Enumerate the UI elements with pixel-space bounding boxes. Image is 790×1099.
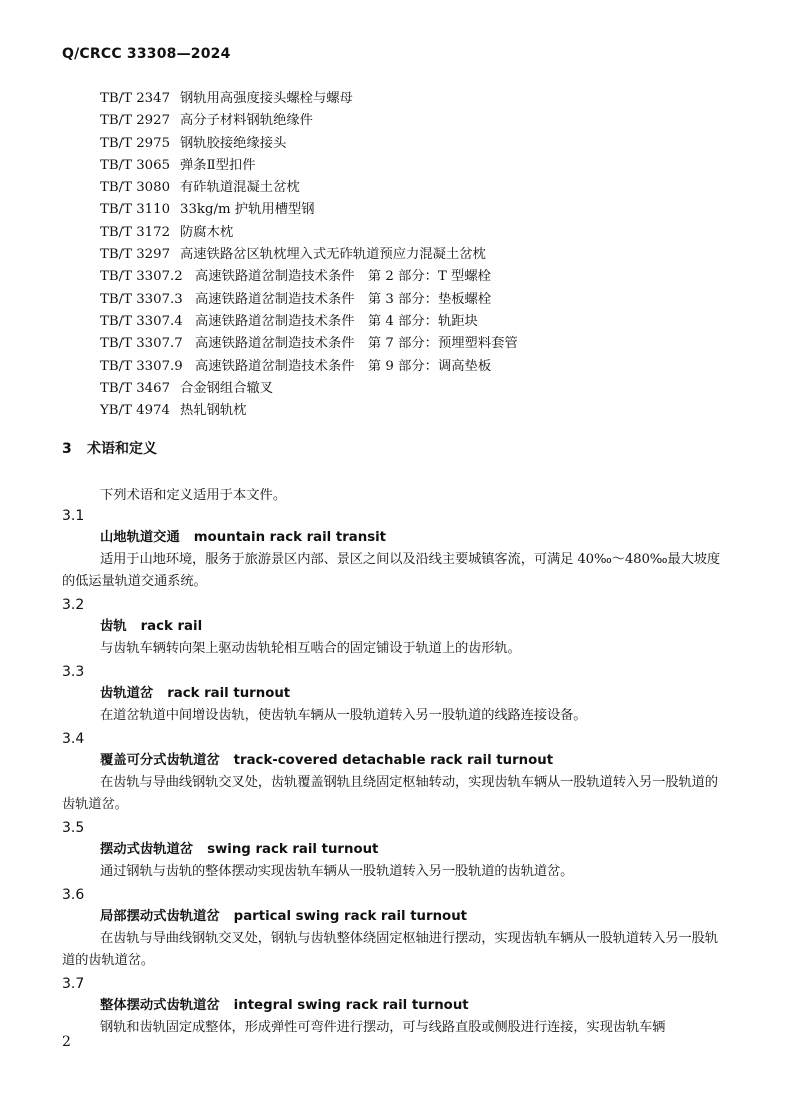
term-definition: 适用于山地环境，服务于旅游景区内部、景区之间以及沿线主要城镇客流，可满足 40‰～480‰最大坡度的低运量轨道交通系统。: [62, 552, 721, 589]
term-number: 3.5: [62, 820, 85, 836]
term-definition: 与齿轨车辆转向架上驱动齿轨轮相互啮合的固定铺设于轨道上的齿形轨。: [100, 641, 521, 656]
reference-title: 高速铁路岔区轨枕埋入式无砟轨道预应力混凝土岔枕: [180, 247, 486, 263]
reference-code: TB/T 3065: [100, 157, 171, 173]
reference-item: [100, 244, 518, 266]
term-english: partical swing rack rail turnout: [233, 909, 468, 924]
term-chinese: 局部摆动式齿轨道岔: [100, 909, 220, 924]
term-heading: [62, 615, 722, 638]
term-english: mountain rack rail transit: [193, 530, 387, 545]
reference-title: 高速铁路道岔制造技术条件 第 9 部分：调高垫板: [195, 358, 492, 374]
term-chinese: 摆动式齿轨道岔: [100, 842, 194, 857]
reference-code: TB/T 3172: [100, 224, 171, 240]
reference-item: [100, 289, 518, 311]
reference-item: [100, 110, 518, 132]
term-number: 3.7: [62, 976, 85, 992]
term-heading: [62, 905, 722, 928]
term-heading: [62, 749, 722, 772]
term-english: integral swing rack rail turnout: [233, 998, 469, 1013]
reference-list: [100, 88, 518, 422]
term-english: swing rack rail turnout: [207, 842, 379, 857]
reference-code: TB/T 2347: [100, 91, 171, 106]
reference-title: 防腐木枕: [180, 224, 234, 240]
reference-item: [100, 155, 518, 177]
reference-item: [100, 266, 518, 288]
reference-code: TB/T 2975: [100, 135, 171, 151]
term-chinese: 齿轨道岔: [100, 686, 154, 701]
reference-code: TB/T 3307.7: [100, 336, 183, 352]
reference-code: TB/T 3307.3: [100, 291, 183, 307]
term-number: 3.2: [62, 597, 85, 613]
term-number: 3.3: [62, 664, 85, 680]
term-chinese: 整体摆动式齿轨道岔: [100, 998, 220, 1013]
reference-item: [100, 333, 518, 355]
reference-title: 钢轨胶接绝缘接头: [180, 135, 287, 151]
reference-code: TB/T 3307.2: [100, 269, 183, 285]
reference-item: [100, 222, 518, 244]
reference-title: 高速铁路道岔制造技术条件 第 3 部分：垫板螺栓: [195, 291, 492, 307]
term-chinese: 覆盖可分式齿轨道岔: [100, 753, 220, 768]
reference-title: 高速铁路道岔制造技术条件 第 4 部分：轨距块: [195, 313, 478, 329]
term-number: 3.1: [62, 508, 85, 524]
term-english: rack rail turnout: [167, 686, 291, 701]
term-heading: [62, 838, 722, 861]
reference-title: 33kg/m 护轨用槽型钢: [180, 202, 315, 218]
section-number: 3: [62, 441, 72, 457]
reference-item: [100, 378, 518, 400]
term-definition: 钢轨和齿轨固定成整体，形成弹性可弯件进行摆动，可与线路直股或侧股进行连接，实现齿轨车辆: [100, 1020, 666, 1035]
section-intro: 下列术语和定义适用于本文件。: [100, 488, 287, 503]
term-chinese: 齿轨: [100, 619, 127, 634]
term-heading: [62, 682, 722, 705]
reference-code: TB/T 3307.4: [100, 313, 183, 329]
reference-title: 合金钢组合辙叉: [180, 380, 274, 396]
reference-item: [100, 311, 518, 333]
section-title: 术语和定义: [87, 441, 157, 457]
reference-item: [100, 177, 518, 199]
reference-title: 钢轨用高强度接头螺栓与螺母: [180, 91, 353, 106]
reference-code: TB/T 3110: [100, 202, 171, 218]
page-number: 2: [62, 1034, 71, 1050]
reference-title: 高速铁路道岔制造技术条件 第 2 部分：T 型螺栓: [195, 269, 491, 285]
reference-item: [100, 88, 518, 110]
reference-code: TB/T 3297: [100, 247, 171, 263]
term-chinese: 山地轨道交通: [100, 530, 180, 545]
term-english: track-covered detachable rack rail turnout: [233, 753, 554, 768]
reference-code: YB/T 4974: [100, 403, 170, 419]
term-definition: 在齿轨与导曲线钢轨交叉处，钢轨与齿轨整体绕固定枢轴进行摆动，实现齿轨车辆从一股轨道转入另一股轨道的齿轨道岔。: [62, 931, 718, 968]
reference-item: [100, 356, 518, 378]
section-heading: [62, 438, 157, 458]
term-definition: 在道岔轨道中间增设齿轨，使齿轨车辆从一股轨道转入另一股轨道的线路连接设备。: [100, 708, 587, 723]
reference-code: TB/T 2927: [100, 113, 171, 129]
reference-title: 高分子材料钢轨绝缘件: [180, 113, 313, 129]
reference-item: [100, 133, 518, 155]
reference-code: TB/T 3467: [100, 380, 171, 396]
term-number: 3.4: [62, 731, 85, 747]
term-number: 3.6: [62, 887, 85, 903]
term-heading: [62, 526, 722, 549]
reference-code: TB/T 3080: [100, 180, 171, 196]
term-english: rack rail: [140, 619, 203, 634]
reference-title: 弹条Ⅱ型扣件: [180, 157, 256, 173]
term-heading: [62, 994, 722, 1017]
reference-item: [100, 400, 518, 422]
term-definition: 在齿轨与导曲线钢轨交叉处，齿轨覆盖钢轨且绕固定枢轴转动，实现齿轨车辆从一股轨道转入另一股轨道的齿轨道岔。: [62, 775, 718, 812]
reference-item: [100, 199, 518, 221]
terms-list: [62, 506, 722, 1041]
reference-title: 有砟轨道混凝土岔枕: [180, 180, 300, 196]
reference-title: 高速铁路道岔制造技术条件 第 7 部分：预埋塑料套管: [195, 336, 518, 352]
reference-title: 热轧钢轨枕: [180, 403, 247, 419]
document-header: Q/CRCC 33308—2024: [62, 46, 231, 62]
term-definition: 通过钢轨与齿轨的整体摆动实现齿轨车辆从一股轨道转入另一股轨道的齿轨道岔。: [100, 864, 574, 879]
reference-code: TB/T 3307.9: [100, 358, 183, 374]
